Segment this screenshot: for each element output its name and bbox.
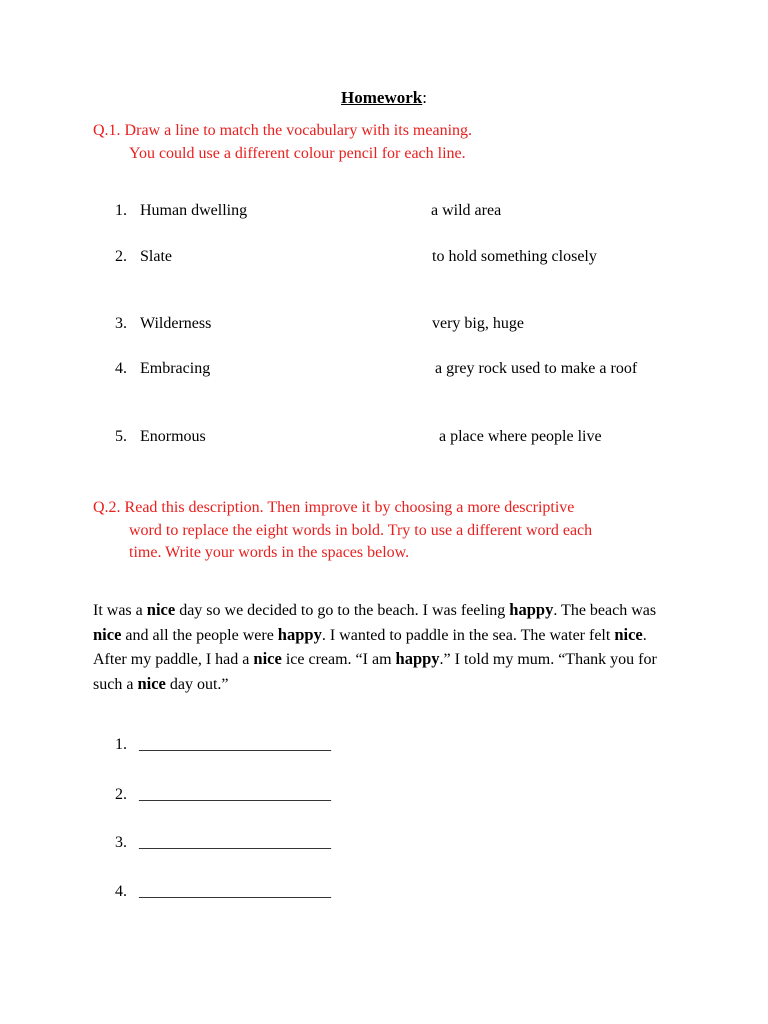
match-word: Embracing xyxy=(140,360,211,377)
match-meaning: a wild area xyxy=(431,202,502,219)
title-text: Homework xyxy=(341,88,423,107)
bold-word: nice xyxy=(146,600,176,619)
match-number: 4. xyxy=(115,360,127,377)
answer-line-3[interactable] xyxy=(115,834,331,852)
match-number: 1. xyxy=(115,202,127,219)
q1-instruction-line1: Q.1. Draw a line to match the vocabulary with its meaning. xyxy=(93,122,473,139)
answer-blank[interactable]: ________________________ xyxy=(139,834,331,851)
bold-word: nice xyxy=(253,649,282,668)
passage-text: ice cream. “I am xyxy=(281,651,396,668)
answer-blank[interactable]: ________________________ xyxy=(139,786,331,803)
answer-blank[interactable]: ________________________ xyxy=(139,883,331,900)
match-number: 3. xyxy=(115,315,127,332)
answer-number: 3. xyxy=(115,834,127,851)
passage-text: .” I told my mum. “Thank you for such a xyxy=(93,651,657,693)
match-meaning: to hold something closely xyxy=(432,248,597,265)
q2-instruction xyxy=(93,497,693,565)
description-passage xyxy=(93,598,673,696)
match-row-4 xyxy=(115,360,735,382)
bold-word: nice xyxy=(93,624,122,644)
q2-instruction-line3: time. Write your words in the spaces below. xyxy=(129,544,410,561)
q2-instruction-line2: word to replace the eight words in bold. Try to use a different word each xyxy=(129,521,593,539)
match-row-5 xyxy=(115,428,735,450)
match-meaning: very big, huge xyxy=(432,315,524,332)
match-number: 5. xyxy=(115,428,127,445)
passage-text: . After my paddle, I had a xyxy=(93,626,647,668)
bold-word: nice xyxy=(137,673,166,693)
passage-text: . The beach was xyxy=(553,602,657,619)
match-meaning: a place where people live xyxy=(439,428,602,445)
passage-text: . I wanted to paddle in the sea. The water felt xyxy=(321,626,615,644)
match-number: 2. xyxy=(115,248,127,265)
match-row-3 xyxy=(115,315,735,337)
bold-word: happy xyxy=(395,649,440,668)
q2-instruction-line1: Q.2. Read this description. Then improve it by choosing a more descriptive xyxy=(93,499,575,516)
answer-number: 1. xyxy=(115,736,127,753)
bold-word: happy xyxy=(509,600,554,619)
q1-instruction-line2: You could use a different colour pencil for each line. xyxy=(129,145,466,162)
answer-line-1[interactable] xyxy=(115,736,331,754)
match-row-1 xyxy=(115,202,735,224)
bold-word: nice xyxy=(614,624,643,644)
passage-text: day out.” xyxy=(165,675,229,693)
passage-text: It was a xyxy=(93,602,147,619)
match-meaning: a grey rock used to make a roof xyxy=(435,360,638,377)
match-word: Slate xyxy=(140,248,172,265)
passage-text: and all the people were xyxy=(121,626,278,644)
page-title xyxy=(0,88,768,108)
answer-number: 4. xyxy=(115,883,127,900)
match-word: Enormous xyxy=(140,428,206,445)
passage-text: day so we decided to go to the beach. I was feeling xyxy=(175,602,510,619)
answer-line-4[interactable] xyxy=(115,883,331,901)
answer-number: 2. xyxy=(115,786,127,803)
bold-word: happy xyxy=(277,624,322,644)
title-colon: : xyxy=(422,88,427,107)
answer-line-2[interactable] xyxy=(115,786,331,804)
match-word: Wilderness xyxy=(140,315,212,332)
answer-blank[interactable]: ________________________ xyxy=(139,736,331,753)
match-word: Human dwelling xyxy=(140,202,248,219)
match-row-2 xyxy=(115,248,735,270)
